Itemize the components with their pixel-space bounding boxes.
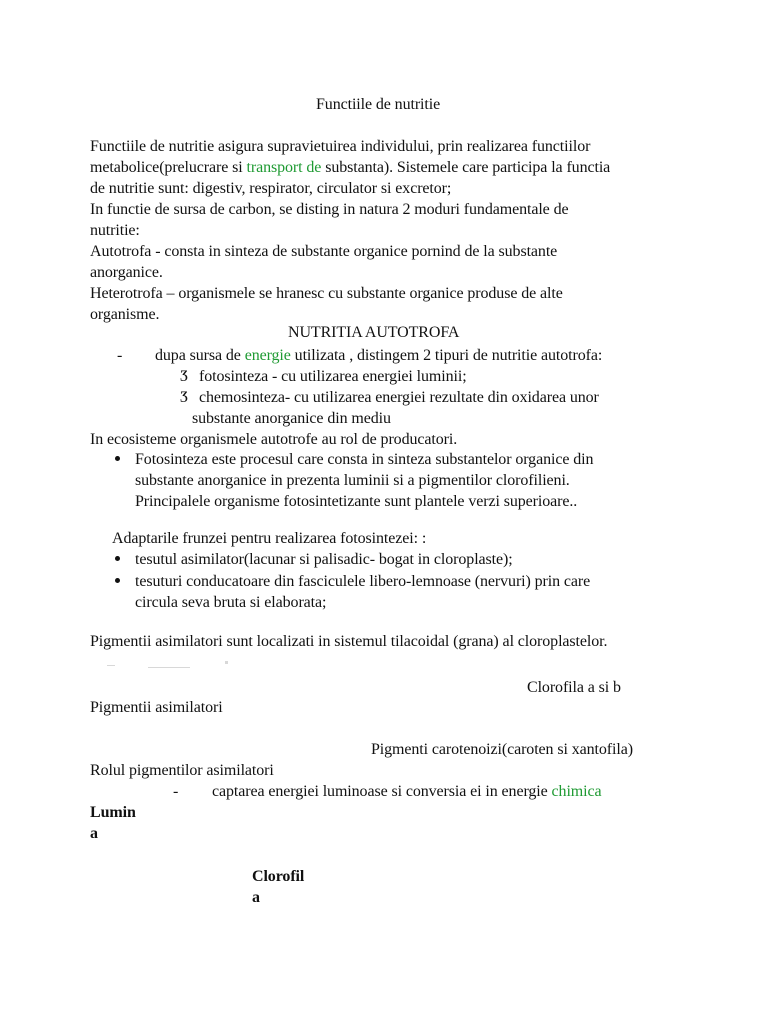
- autotrofa-line-1-start: dupa sursa de: [155, 347, 245, 364]
- fotosinteza-line-2: substante anorganice in prezenta luminii si a pigmentilor clorofilieni.: [135, 472, 570, 489]
- intro-line-2-start: metabolice(prelucrare si: [90, 159, 247, 176]
- pigmenti-localizare: Pigmentii asimilatori sunt localizati in sistemul tilacoidal (grana) al cloroplastelor.: [90, 633, 608, 650]
- bullet-icon: [115, 578, 120, 583]
- intro-line-5: nutritie:: [90, 222, 140, 239]
- sub-item-chemosinteza-cont: substante anorganice din mediu: [192, 410, 391, 427]
- section-heading-autotrofa: NUTRITIA AUTOTROFA: [288, 324, 460, 341]
- adaptari-heading: Adaptarile frunzei pentru realizarea fotosintezei: :: [112, 530, 427, 547]
- clorofila-label: Clorofila a si b: [527, 679, 621, 696]
- intro-line-7: anorganice.: [90, 264, 163, 281]
- intro-line-4: In functie de sursa de carbon, se disting in natura 2 moduri fundamentale de: [90, 201, 569, 218]
- autotrofa-highlight-energie: energie: [244, 347, 291, 364]
- adaptari-item-1: tesutul asimilator(lacunar si palisadic- bogat in cloroplaste);: [135, 551, 513, 568]
- intro-line-6: Autotrofa - consta in sinteza de substante organice pornind de la substante: [90, 243, 558, 260]
- ecosisteme-line: In ecosisteme organismele autotrofe au rol de producatori.: [90, 431, 458, 448]
- intro-line-2-end: substanta). Sistemele care participa la functia: [321, 159, 611, 176]
- lumina-label-line-2: a: [90, 825, 98, 842]
- rol-pigmenti-heading: Rolul pigmentilor asimilatori: [90, 762, 274, 779]
- sub-item-chemosinteza: chemosinteza- cu utilizarea energiei rezultate din oxidarea unor: [199, 389, 599, 406]
- page-title: Functiile de nutritie: [316, 96, 441, 113]
- fotosinteza-line-1: Fotosinteza este procesul care consta in sinteza substantelor organice din: [135, 451, 594, 468]
- intro-line-8: Heterotrofa – organismele se hranesc cu substante organice produse de alte: [90, 285, 563, 302]
- autotrofa-line-1: [155, 345, 602, 366]
- fotosinteza-line-3: Principalele organisme fotosintetizante sunt plantele verzi superioare..: [135, 493, 578, 510]
- captare-line: [212, 781, 602, 802]
- pigmenti-asimilatori-label: Pigmentii asimilatori: [90, 699, 223, 716]
- adaptari-item-2-line-1: tesuturi conducatoare din fasciculele libero-lemnoase (nervuri) prin care: [135, 573, 591, 590]
- lumina-label-line-1: Lumin: [90, 804, 136, 821]
- faint-mark: [148, 667, 190, 668]
- sub-item-fotosinteza: fotosinteza - cu utilizarea energiei luminii;: [199, 368, 467, 385]
- sub-list-marker: Ӡ: [180, 368, 188, 385]
- faint-mark: [225, 661, 228, 664]
- intro-line-1: Functiile de nutritie asigura supravietuirea individului, prin realizarea functiilor: [90, 138, 591, 155]
- intro-line-2: [90, 157, 610, 178]
- list-dash: -: [173, 783, 179, 800]
- faint-mark: [107, 665, 115, 666]
- captare-line-text: captarea energiei luminoase si conversia ei in energie: [212, 783, 552, 800]
- clorofila-box-line-2: a: [252, 889, 260, 906]
- autotrofa-line-1-end: utilizata , distingem 2 tipuri de nutritie autotrofa:: [290, 347, 603, 364]
- adaptari-item-2-line-2: circula seva bruta si elaborata;: [135, 594, 327, 611]
- sub-list-marker: Ӡ: [180, 389, 188, 406]
- intro-highlight-transport: transport de: [246, 159, 322, 176]
- carotenoizi-label: Pigmenti carotenoizi(caroten si xantofila): [371, 741, 633, 758]
- list-dash: -: [117, 347, 123, 364]
- intro-line-9: organisme.: [90, 306, 160, 323]
- bullet-icon: [115, 456, 120, 461]
- intro-line-3: de nutritie sunt: digestiv, respirator, circulator si excretor;: [90, 180, 452, 197]
- captare-highlight-chimica: chimica: [551, 783, 602, 800]
- clorofila-box-line-1: Clorofil: [252, 868, 305, 885]
- bullet-icon: [115, 556, 120, 561]
